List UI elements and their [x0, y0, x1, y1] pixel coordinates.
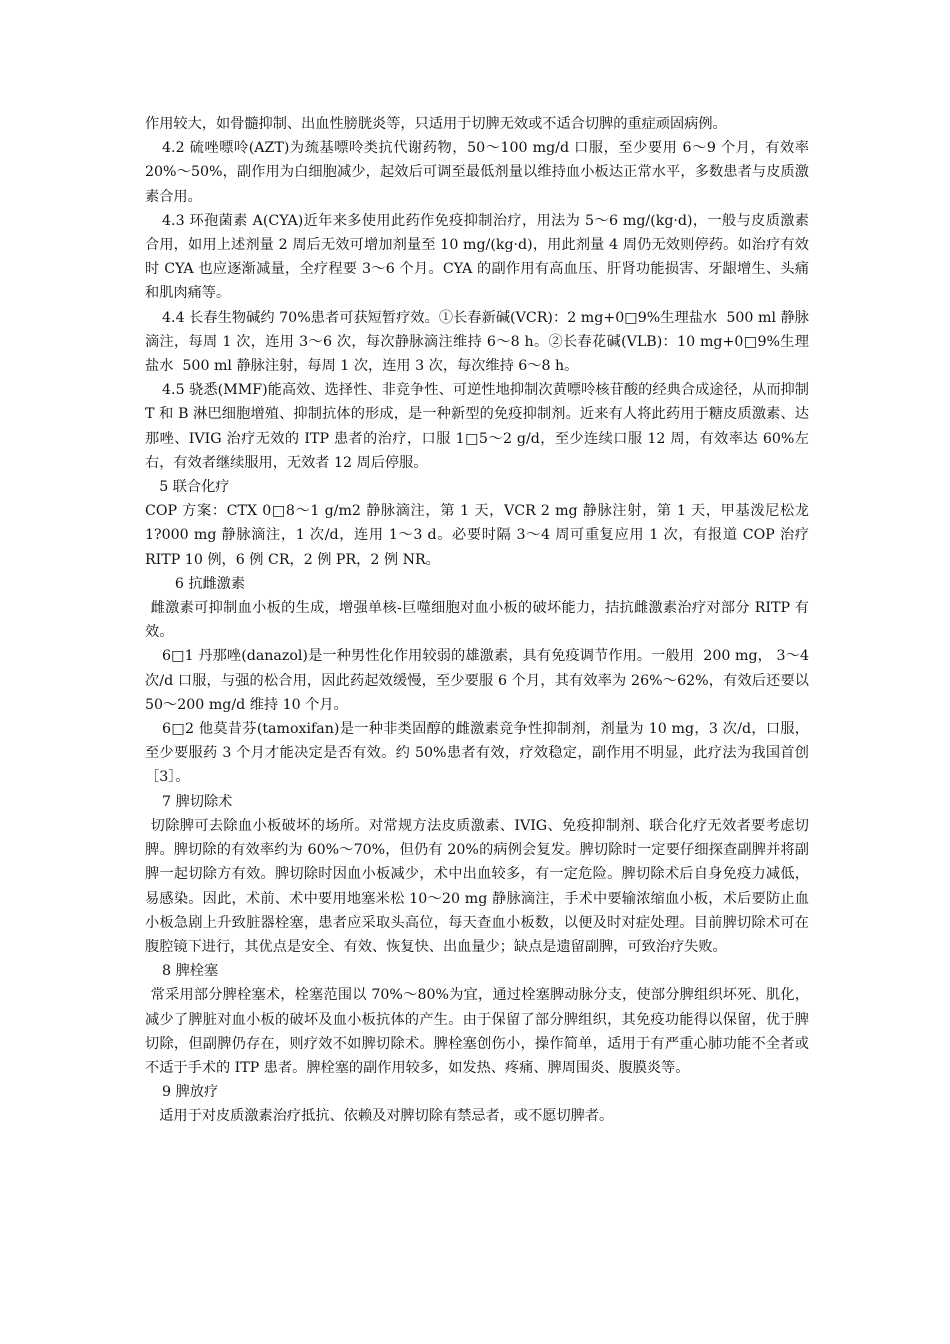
body-paragraph: 4.5 骁悉(MMF)能高效、选择性、非竞争性、可逆性地抑制次黄嘌呤核苷酸的经典合成途径，从而抑制 T 和 B 淋巴细胞增殖、抑制抗体的形成，是一种新型的免疫抑制剂。近来有人将此药用于糖皮质激素、达那唑、IVIG 治疗无效的 ITP 患者的治疗，口服 1□5～2 g/d，至少连续口服 12 周，有效率达 60%左右，有效者继续服用，无效者 12 周后停服。	[145, 382, 814, 471]
body-paragraph: 4.2 硫唑嘌呤(AZT)为巯基嘌呤类抗代谢药物，50～100 mg/d 口服，至少要用 6～9 个月，有效率 20%～50%，副作用为白细胞减少，起效后可调至最低剂量以维持血小板达正常水平，多数患者与皮质激素合用。	[145, 140, 814, 205]
body-paragraph: 雌激素可抑制血小板的生成，增强单核-巨噬细胞对血小板的破坏能力，拮抗雌激素治疗对部分 RITP 有效。	[145, 600, 809, 641]
body-paragraph: 4.3 环孢菌素 A(CYA)近年来多使用此药作免疫抑制治疗，用法为 5～6 mg/(kg·d)，一般与皮质激素合用，如用上述剂量 2 周后无效可增加剂量至 10 mg/(kg·d)，用此剂量 4 周仍无效则停药。如治疗有效时 CYA 也应逐渐减量，全疗程要 3～6 个月。CYA 的副作用有高血压、肝肾功能损害、牙龈增生、头痛和肌肉痛等。	[145, 212, 809, 302]
body-paragraph: 6□1 丹那唑(danazol)是一种男性化作用较弱的雄激素，具有免疫调节作用。一般用 200 mg， 3～4 次/d 口服，与强的松合用，因此药起效缓慢，至少要服 6 个月，其有效率为 26%～62%，有效后还要以 50～200 mg/d 维持 10 个月。	[145, 648, 814, 713]
section-heading: 7 脾切除术	[162, 793, 233, 810]
body-paragraph: 6□2 他莫昔芬(tamoxifan)是一种非类固醇的雌激素竞争性抑制剂，剂量为 10 mg，3 次/d，口服，至少要服药 3 个月才能决定是否有效。约 50%患者有效，疗效稳定，副作用不明显，此疗法为我国首创［3］。	[145, 721, 809, 786]
section-heading: 9 脾放疗	[162, 1084, 219, 1101]
document-page	[145, 112, 819, 1129]
body-paragraph: 常采用部分脾栓塞术，栓塞范围以 70%～80%为宜，通过栓塞脾动脉分支，使部分脾组织坏死、肌化，减少了脾脏对血小板的破坏及血小板抗体的产生。由于保留了部分脾组织，其免疫功能得以保留，优于脾切除，但副脾仍存在，则疗效不如脾切除术。脾栓塞创伤小，操作简单，适用于有严重心肺功能不全者或不适于手术的 ITP 患者。脾栓塞的副作用较多，如发热、疼痛、脾周围炎、腹膜炎等。	[145, 987, 809, 1076]
section-heading: 5 联合化疗	[159, 479, 230, 496]
body-paragraph: 适用于对皮质激素治疗抵抗、依赖及对脾切除有禁忌者，或不愿切脾者。	[159, 1108, 614, 1125]
body-paragraph: 作用较大，如骨髓抑制、出血性膀胱炎等，只适用于切脾无效或不适合切脾的重症顽固病例。	[145, 116, 727, 132]
body-paragraph: 切除脾可去除血小板破坏的场所。对常规方法皮质激素、IVIG、免疫抑制剂、联合化疗无效者要考虑切脾。脾切除的有效率约为 60%～70%，但仍有 20%的病例会复发。脾切除时一定要仔细探查副脾并将副脾一起切除方有效。脾切除时因血小板减少，术中出血较多，有一定危险。脾切除术后自身免疫力减低，易感染。因此，术前、术中要用地塞米松 10～20 mg 静脉滴注，手术中要输浓缩血小板，术后要防止血小板急剧上升致脏器栓塞，患者应采取头高位，每天查血小板数，以便及时对症处理。目前脾切除术可在腹腔镜下进行，其优点是安全、有效、恢复快、出血量少；缺点是遗留副脾，可致治疗失败。	[145, 817, 809, 955]
section-heading: 8 脾栓塞	[162, 963, 219, 980]
section-heading: 6 抗雌激素	[174, 575, 246, 592]
body-paragraph: COP 方案：CTX 0□8～1 g/m2 静脉滴注，第 1 天，VCR 2 mg 静脉注射，第 1 天，甲基泼尼松龙 1?000 mg 静脉滴注，1 次/d，连用 1～3 d。必要时隔 3～4 周可重复应用 1 次，有报道 COP 治疗 RITP 10 例，6 例 CR，2 例 PR，2 例 NR。	[145, 503, 819, 568]
body-paragraph: 4.4 长春生物碱约 70%患者可获短暂疗效。①长春新碱(VCR)：2 mg+0□9%生理盐水 500 ml 静脉滴注，每周 1 次，连用 3～6 次，每次静脉滴注维持 6～8 h。②长春花碱(VLB)：10 mg+0□9%生理盐水 500 ml 静脉注射，每周 1 次，连用 3 次，每次维持 6～8 h。	[145, 309, 809, 375]
